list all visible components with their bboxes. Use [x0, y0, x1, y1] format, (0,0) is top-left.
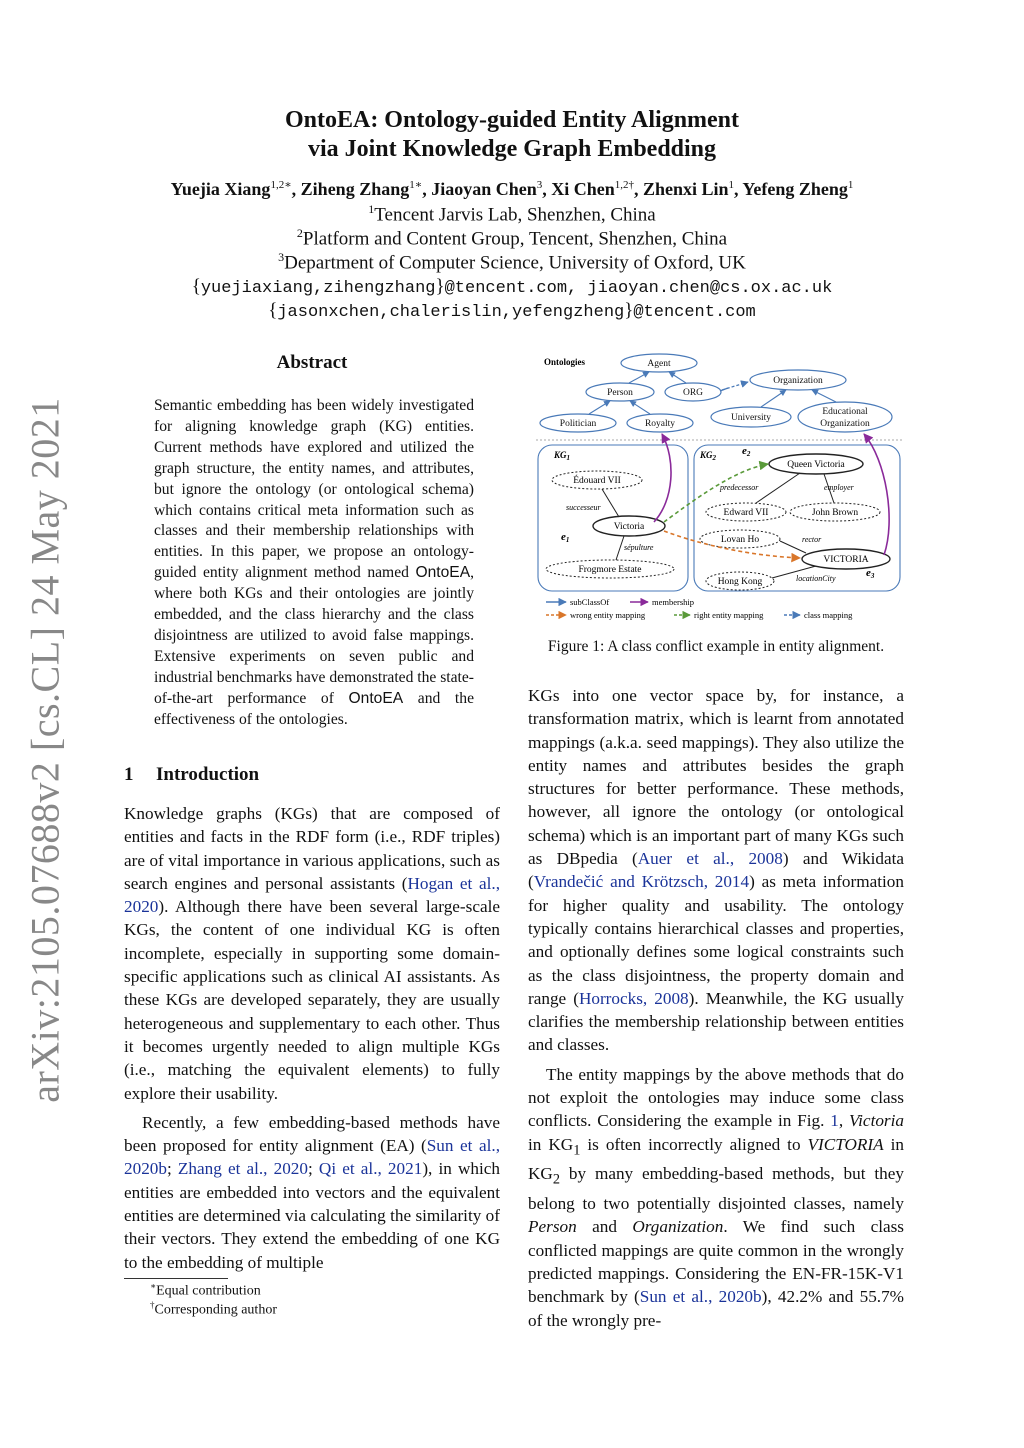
figure-1-diagram — [534, 350, 904, 625]
citation-link[interactable]: Auer et al., 2008 — [637, 849, 783, 869]
relation-predecessor: predecessor — [720, 483, 759, 492]
citation-link[interactable]: Sun et al., 2020b — [124, 1136, 500, 1179]
affiliation-sup: 1 — [368, 202, 375, 216]
citation-link[interactable]: Qi et al., 2021 — [318, 1159, 423, 1179]
footnote — [150, 1300, 277, 1319]
italic-term: Organization — [632, 1217, 724, 1237]
text: ), in which entities are embedded into vectors and the equivalent entities are determined via calculating the similarity of their vectors. They extend the embedding of one KG to the embedding of multiple — [124, 1159, 500, 1272]
kg1-edge — [616, 536, 624, 560]
class-educational-label: Educational — [822, 407, 868, 417]
affiliation-text: Department of Computer Science, University of Oxford, UK — [284, 252, 746, 274]
affiliation-sup: 2 — [296, 226, 303, 240]
title-line-2: via Joint Knowledge Graph Embedding — [307, 136, 717, 162]
text: . We find such class conflicted mappings are quite common in the wrongly predicted mappings. Considering the EN-FR-15K-V1 benchmark by ( — [528, 1217, 904, 1307]
citation-link[interactable]: Hogan et al., 2020 — [124, 873, 500, 917]
author-name: Jiaoyan Chen — [431, 179, 537, 199]
method-name: OntoEA — [348, 689, 404, 707]
citation-link[interactable]: Horrocks, 2008 — [578, 988, 689, 1008]
author-sup: 1∗ — [409, 179, 423, 191]
subclass-arrow — [669, 372, 686, 383]
class-person-label: Person — [607, 388, 633, 398]
class-agent-label: Agent — [647, 359, 671, 369]
membership-arrow-victoria-upper — [864, 434, 889, 555]
e3-label: e3 — [866, 567, 875, 580]
arxiv-stamp — [20, 397, 70, 1103]
citation-link[interactable]: Zhang et al., 2020 — [177, 1159, 308, 1179]
entity-edward-label: Edward VII — [723, 508, 769, 518]
kg2-label: $KG_2$ — [700, 450, 717, 462]
text: ), 42.2% and 55.7% of the wrongly pre- — [528, 1287, 904, 1330]
subclass-arrow — [630, 401, 650, 414]
text: Knowledge graphs (KGs) that are composed of entities and facts in the RDF form (i.e., RDF triples) are of vital importance in various applications, such as search engines and personal assistants ( — [124, 804, 500, 893]
text: and — [576, 1217, 633, 1237]
paragraph — [124, 802, 500, 1105]
class-mapping-arrowhead — [720, 388, 728, 391]
entity-john-brown-label: John Brown — [811, 508, 859, 518]
entity-victoria-upper-label: VICTORIA — [823, 555, 869, 565]
citation-link[interactable]: Vrandečić and Krötzsch, 2014 — [533, 872, 750, 892]
class-politician-label: Politician — [559, 419, 597, 429]
text: ) and Wikidata ( — [528, 849, 904, 892]
author-sup: 1,2∗ — [270, 179, 292, 191]
arxiv-id: arXiv:2105.07688v2 [cs.CL] 24 May 2021 — [22, 397, 68, 1103]
paragraph: Recently, a few embedding-based methods have been proposed for entity alignment (EA) (Sun et al., 2020b; Zhang et al., 2020; Qi et al., 2021), in which entities are embedded into vectors and the equivalent entities are determined via calculating the similarity of their vectors. They extend the embedding of one KG to the embedding of multiple — [124, 1112, 500, 1272]
entity-queen-victoria-label: Queen Victoria — [787, 460, 845, 470]
footnote-text: Equal contribution — [156, 1283, 261, 1299]
class-organization-label: Organization — [773, 376, 823, 386]
class-educational-label-2: Organization — [820, 419, 870, 429]
footnote-mark: ∗ — [150, 1281, 157, 1291]
text: by many embedding-based methods, but they belong to two potentially disjointed classes, namely — [528, 1164, 904, 1214]
author-name: Ziheng Zhang — [300, 179, 410, 199]
relation-location-city: locationCity — [796, 574, 836, 583]
author-list: Yuejia Xiang$^{1,2∗}$, Ziheng Zhang$^{1∗}$, Jiaoyan Chen$^3$, Xi Chen$^{1,2\dagger}$, Zhenxi Lin$^1$, Yefeng Zheng$^1$ — [170, 179, 854, 199]
relation-sepulture: sépulture — [624, 543, 654, 552]
subclass-arrow — [812, 390, 836, 402]
entity-hong-kong-label: Hong Kong — [717, 577, 763, 587]
italic-term: Victoria — [848, 1111, 904, 1131]
abstract-heading: Abstract — [276, 352, 348, 373]
title-line-1: OntoEA: Ontology-guided Entity Alignment — [284, 107, 740, 133]
footnote-text: Corresponding author — [154, 1302, 277, 1318]
email-line: {yuejiaxiang,zihengzhang}@tencent.com, jiaoyan.chen@cs.ox.ac.uk — [191, 276, 833, 298]
method-name: OntoEA — [415, 564, 471, 582]
italic-term: VICTORIA — [807, 1134, 884, 1154]
paragraph — [528, 1063, 904, 1332]
author-name: Xi Chen — [551, 179, 615, 199]
legend-membership: membership — [652, 597, 695, 607]
intro-left-column — [124, 802, 500, 1274]
text: ). Although there have been several large-scale KGs, the content of one individual KG is often incomplete, especially in supporting some domain-specific applications such as clinical AI assistants. As these KGs are developed separately, they are usually heterogeneous and supplementary to each other. Thus it becomes urgently needed to align multiple KGs (i.e., matching the equivalent elements) to fully explore their usability. — [124, 897, 500, 1103]
subscript: 1 — [573, 1142, 581, 1159]
paper-title — [0, 106, 1024, 164]
text: KGs into one vector space by, for instance, a transformation matrix, which is learnt from annotated mappings (a.k.a. seed mappings). They also utilize the entity names and attributes besides the graph structures for better performance. These methods, however, all ignore the ontology (or ontological schema) which is an important part of many KGs such as DBpedia ( — [528, 686, 904, 869]
subclass-arrow — [589, 401, 610, 414]
text: ). Meanwhile, the KG usually clarifies the membership relationship between entities and classes. — [528, 988, 904, 1055]
text: in KG — [528, 1134, 904, 1184]
kg2-edge — [756, 473, 800, 503]
relation-employer: employer — [824, 483, 854, 492]
email-line: {jasonxchen,chalerislin,yefengzheng}@tencent.com — [268, 300, 756, 322]
affiliation-text: Platform and Content Group, Tencent, Shenzhen, China — [302, 228, 728, 250]
author-name: Zhenxi Lin — [643, 179, 729, 199]
class-university-label: University — [730, 413, 772, 423]
kg1-label: $KG_1$ — [554, 450, 571, 462]
relation-successeur: successeur — [566, 503, 601, 512]
text: is often incorrectly aligned to — [580, 1134, 808, 1154]
text: Recently, a few embedding-based methods have been proposed for entity alignment (EA) ( — [124, 1112, 500, 1156]
legend-subclassof: subClassOf — [570, 597, 610, 607]
abstract-text: and the effectiveness of the ontologies. — [154, 689, 474, 728]
intro-right-column — [528, 684, 904, 1332]
relation-rector: rector — [802, 535, 822, 544]
abstract-text: , where both KGs and their ontologies are jointly embedded, and the class hierarchy and the class disjointness are utilized to avoid false mappings. Extensive experiments on seven public and industrial benchmarks have demonstrated the state-of-the-art performance of — [154, 564, 474, 707]
citation-link[interactable]: Sun et al., 2020b — [639, 1287, 762, 1307]
e1-label: e1 — [561, 531, 570, 544]
author-sup: 3 — [536, 179, 543, 191]
footnote-rule — [124, 1278, 228, 1279]
italic-term: Person — [528, 1217, 577, 1237]
abstract-body — [154, 396, 474, 731]
author-sup: 1 — [728, 179, 735, 191]
email-group: jasonxchen,chalerislin,yefengzheng — [277, 303, 625, 322]
abstract-text: Semantic embedding has been widely investigated for aligning knowledge graph (KG) entities. Current methods have explored and utilized the graph structure, the entity names, and attributes, but ignore the ontology (or ontological schema) which contains critical meta information such as classes and their membership relationships with entities. In this paper, we propose an ontology-guided entity alignment method named — [154, 397, 474, 582]
author-sup: 1,2† — [614, 179, 634, 191]
e2-label: e2 — [742, 445, 751, 458]
legend-class: class mapping — [804, 610, 853, 620]
legend-wrong: wrong entity mapping — [570, 610, 646, 620]
subclass-arrow — [629, 372, 649, 383]
section-number: 1 — [124, 764, 134, 785]
section-title: Introduction — [156, 764, 260, 785]
author-name: Yefeng Zheng — [742, 179, 848, 199]
text: The entity mappings by the above methods that do not exploit the ontologies may induce some class conflicts. Considering the example in Fig. — [528, 1064, 904, 1131]
ontologies-label: Ontologies — [544, 357, 586, 367]
entity-edouard-label: Édouard VII — [573, 476, 621, 486]
kg1-edge — [602, 489, 619, 517]
affiliation-sup: 3 — [278, 250, 285, 264]
text: , — [838, 1111, 849, 1131]
membership-arrow-victoria — [654, 434, 671, 522]
email-domain: @tencent.com, jiaoyan.chen@cs.ox.ac.uk — [444, 279, 833, 298]
text: in KG — [528, 1134, 574, 1154]
class-org-label: ORG — [682, 388, 704, 398]
author-sup: 1 — [847, 179, 854, 191]
text: ) as meta information for higher quality and usability. The ontology typically contains hierarchical classes and properties, and optionally defines some logical constraints such as the class disjointness, the property domain and range ( — [528, 872, 904, 1008]
email-group: yuejiaxiang,zihengzhang — [200, 279, 436, 298]
section-heading — [124, 764, 259, 786]
class-royalty-label: Royalty — [644, 419, 676, 429]
subscript: 2 — [552, 1171, 560, 1188]
affiliation — [0, 226, 1024, 250]
author-name: Yuejia Xiang — [170, 179, 271, 199]
entity-frogmore-label: Frogmore Estate — [578, 565, 642, 575]
email-domain: @tencent.com — [633, 303, 756, 322]
footnote-mark: † — [150, 1300, 155, 1310]
subclass-arrow — [761, 390, 786, 407]
entity-lovan-ho-label: Lovan Ho — [720, 535, 760, 545]
affiliation-text: Tencent Jarvis Lab, Shenzhen, China — [374, 204, 656, 226]
legend-right: right entity mapping — [694, 610, 764, 620]
affiliation — [0, 250, 1024, 274]
figure-ref-link[interactable]: 1 — [830, 1111, 839, 1131]
footnote — [150, 1281, 261, 1300]
figure-caption: Figure 1: A class conflict example in entity alignment. — [547, 638, 885, 655]
entity-victoria-label: Victoria — [613, 522, 645, 532]
affiliation — [0, 202, 1024, 226]
paragraph — [528, 684, 904, 1057]
